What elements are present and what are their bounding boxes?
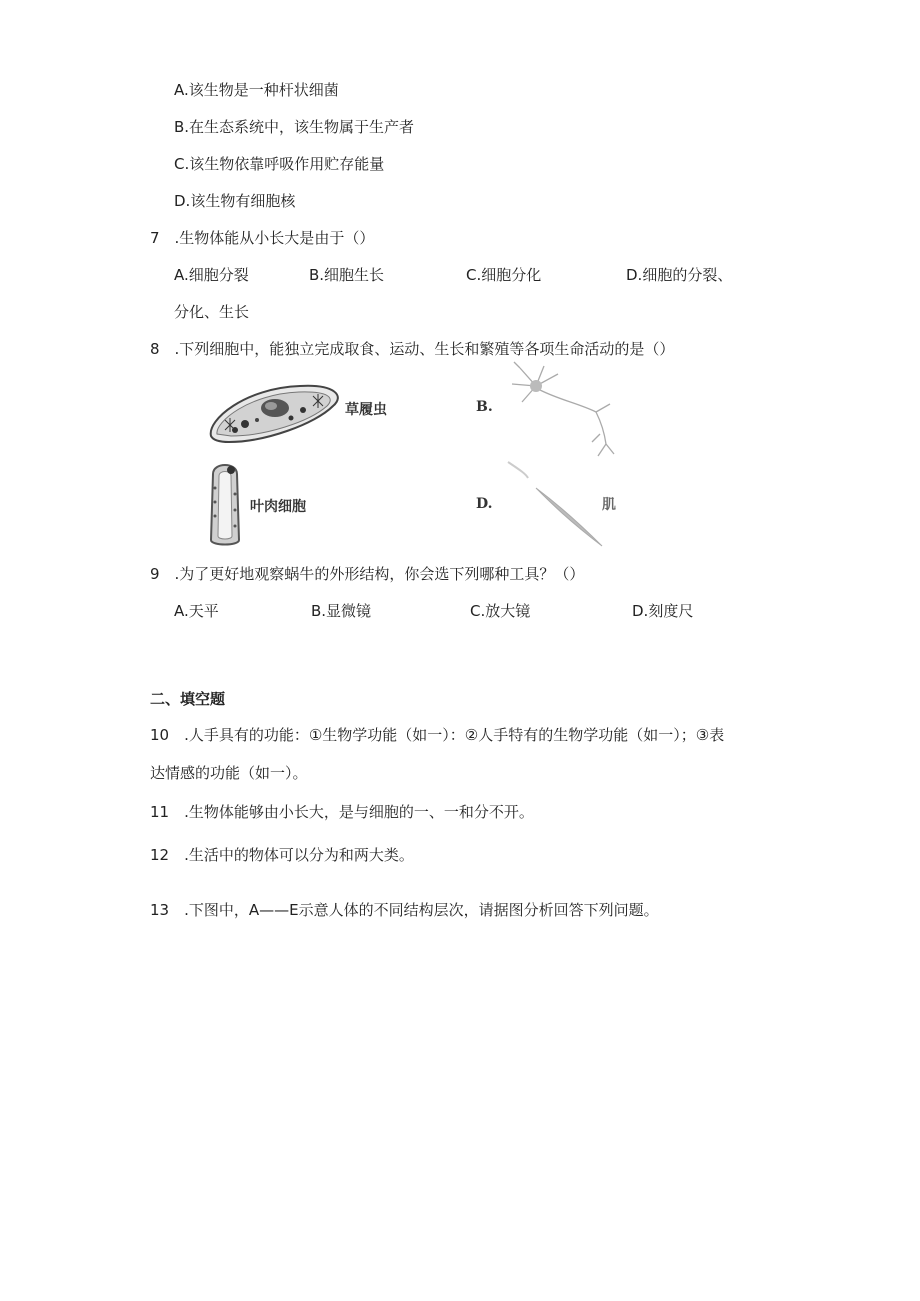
section-title-fill-in: 二、填空题: [150, 690, 226, 708]
mesophyll-cell-image: [205, 458, 245, 548]
paramecium-image: [205, 380, 345, 446]
q6-option-a: A.该生物是一种杆状细菌: [174, 81, 339, 99]
q9-option-c: C.放大镜: [470, 602, 531, 620]
q6-option-d: D.该生物有细胞核: [174, 192, 296, 210]
muscle-cell-image: [500, 458, 610, 550]
q9-option-b: B.显微镜: [311, 602, 372, 620]
q7-option-a: A.细胞分裂: [174, 266, 249, 284]
q12-stem: 12 .生活中的物体可以分为和两大类。: [150, 846, 414, 864]
q8-label-paramecium: 草履虫: [345, 402, 387, 418]
q7-stem: 7 .生物体能从小长大是由于（）: [150, 229, 375, 247]
q9-stem: 9 .为了更好地观察蜗牛的外形结构，你会选下列哪种工具？（）: [150, 565, 585, 583]
q8-label-d-cut: 肌: [602, 497, 616, 513]
q10-line2: 达情感的功能（如一）。: [150, 764, 308, 782]
q8-stem: 8 .下列细胞中，能独立完成取食、运动、生长和繁殖等各项生命活动的是（）: [150, 340, 675, 358]
q6-option-b: B.在生态系统中，该生物属于生产者: [174, 118, 415, 136]
q13-stem: 13 .下图中，A——E示意人体的不同结构层次，请据图分析回答下列问题。: [150, 901, 659, 919]
q7-option-d-continued: 分化、生长: [174, 303, 250, 321]
q11-stem: 11 .生物体能够由小长大，是与细胞的一、一和分不开。: [150, 803, 534, 821]
q9-option-d: D.刻度尺: [632, 602, 694, 620]
q8-label-b: B.: [476, 399, 493, 415]
q10-line1: 10 .人手具有的功能：①生物学功能（如一）：②人手特有的生物学功能（如一）；③表: [150, 726, 725, 744]
q7-option-b: B.细胞生长: [309, 266, 385, 284]
q8-label-d: D.: [476, 496, 493, 512]
q9-option-a: A.天平: [174, 602, 219, 620]
q8-label-mesophyll: 叶肉细胞: [250, 499, 306, 515]
q6-option-c: C.该生物依靠呼吸作用贮存能量: [174, 155, 385, 173]
neuron-image: [500, 360, 618, 460]
q7-option-c: C.细胞分化: [466, 266, 542, 284]
q7-option-d: D.细胞的分裂、: [626, 266, 733, 284]
